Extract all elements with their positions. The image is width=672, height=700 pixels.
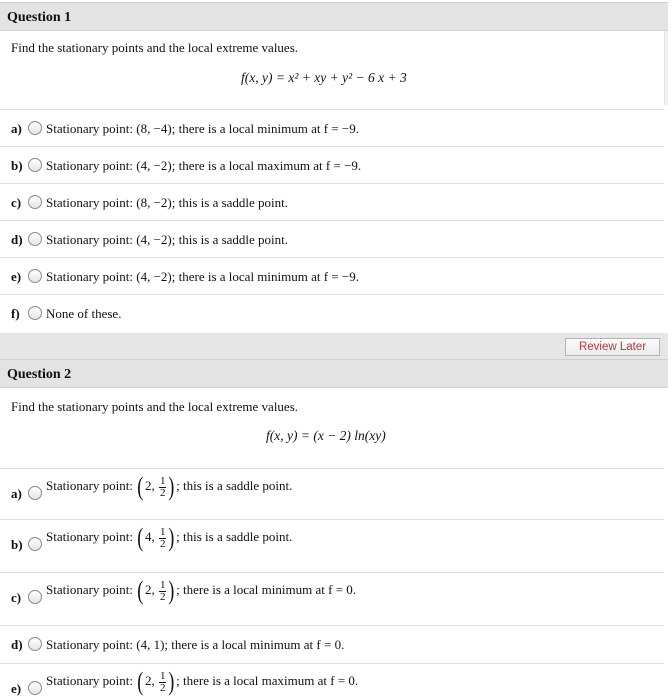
option-prefix: Stationary point: [46, 581, 134, 597]
question-2-formula: f(x, y) = (x − 2) ln(xy) [266, 428, 386, 443]
fraction: $\frac{1}{2}$ [159, 474, 166, 499]
option-1d[interactable] [0, 220, 664, 256]
option-text: Stationary point: (8, −2); this is a saddle point. [46, 195, 289, 210]
option-prefix: Stationary point: [46, 672, 134, 688]
option-letter: f) [11, 306, 20, 321]
question-1-formula: f(x, y) = x² + xy + y² − 6 x + 3 [241, 70, 407, 85]
option-letter: e) [11, 681, 22, 696]
option-suffix: ; there is a local maximum at f = 0. [176, 672, 359, 688]
option-suffix: ; there is a local minimum at f = 0. [176, 581, 357, 597]
option-text [46, 578, 356, 604]
option-1e[interactable] [0, 257, 664, 293]
option-text: Stationary point: (4, −2); this is a saddle point. [46, 232, 289, 247]
option-text [46, 669, 358, 695]
left-paren: ( [137, 667, 144, 696]
option-letter: c) [11, 590, 22, 605]
option-letter: b) [11, 537, 23, 552]
right-paren: ) [168, 667, 175, 696]
point-x: 4, [144, 528, 155, 544]
radio-button[interactable] [28, 537, 42, 551]
option-2e[interactable] [0, 663, 664, 700]
option-letter: d) [11, 232, 23, 247]
option-text: Stationary point: (4, −2); there is a local maximum at f = −9. [46, 158, 362, 173]
option-letter: b) [11, 158, 23, 173]
question-1-title: Question 1 [7, 10, 72, 25]
radio-button[interactable] [28, 637, 42, 651]
radio-button[interactable] [28, 486, 42, 500]
question-2-body [0, 388, 668, 700]
right-paren: ) [168, 472, 175, 501]
option-text: None of these. [46, 306, 122, 321]
option-text [46, 474, 292, 500]
question-2-title: Question 2 [7, 367, 72, 382]
option-suffix: ; this is a saddle point. [176, 477, 293, 493]
left-paren: ( [137, 576, 144, 605]
scroll-edge [664, 31, 668, 105]
radio-button[interactable] [28, 121, 42, 135]
review-later-button[interactable]: Review Later [565, 338, 660, 356]
left-paren: ( [137, 523, 144, 552]
question-1-body [0, 31, 668, 333]
question-1-header [0, 2, 668, 31]
radio-button[interactable] [28, 306, 42, 320]
fraction: $\frac{1}{2}$ [159, 669, 166, 694]
option-letter: e) [11, 269, 22, 284]
option-2c[interactable] [0, 572, 664, 624]
option-letter: d) [11, 637, 23, 652]
radio-button[interactable] [28, 681, 42, 695]
point-x: 2, [144, 581, 155, 597]
option-suffix: ; this is a saddle point. [176, 528, 293, 544]
option-1c[interactable] [0, 183, 664, 219]
question-1-prompt: Find the stationary points and the local extreme values. [11, 40, 299, 55]
option-prefix: Stationary point: [46, 528, 134, 544]
option-text: Stationary point: (4, −2); there is a local minimum at f = −9. [46, 269, 359, 284]
option-prefix: Stationary point: [46, 477, 134, 493]
option-letter: a) [11, 486, 22, 501]
question-2-header [0, 359, 668, 388]
option-2b[interactable] [0, 519, 664, 571]
point-x: 2, [144, 672, 155, 688]
right-paren: ) [168, 576, 175, 605]
option-text [46, 525, 292, 551]
left-paren: ( [137, 472, 144, 501]
review-bar [0, 333, 668, 359]
radio-button[interactable] [28, 590, 42, 604]
right-paren: ) [168, 523, 175, 552]
option-1a[interactable] [0, 109, 664, 145]
option-text: Stationary point: (8, −4); there is a local minimum at f = −9. [46, 121, 359, 136]
option-2d[interactable] [0, 625, 664, 662]
option-1f[interactable] [0, 294, 664, 330]
fraction: $\frac{1}{2}$ [159, 578, 166, 603]
radio-button[interactable] [28, 195, 42, 209]
radio-button[interactable] [28, 158, 42, 172]
option-letter: c) [11, 195, 22, 210]
option-1b[interactable] [0, 146, 664, 182]
question-2-prompt: Find the stationary points and the local extreme values. [11, 399, 299, 414]
option-letter: a) [11, 121, 22, 136]
point-x: 2, [144, 477, 155, 493]
option-text: Stationary point: (4, 1); there is a local minimum at f = 0. [46, 637, 345, 652]
fraction: $\frac{1}{2}$ [159, 525, 166, 550]
radio-button[interactable] [28, 269, 42, 283]
option-2a[interactable] [0, 468, 664, 518]
radio-button[interactable] [28, 232, 42, 246]
